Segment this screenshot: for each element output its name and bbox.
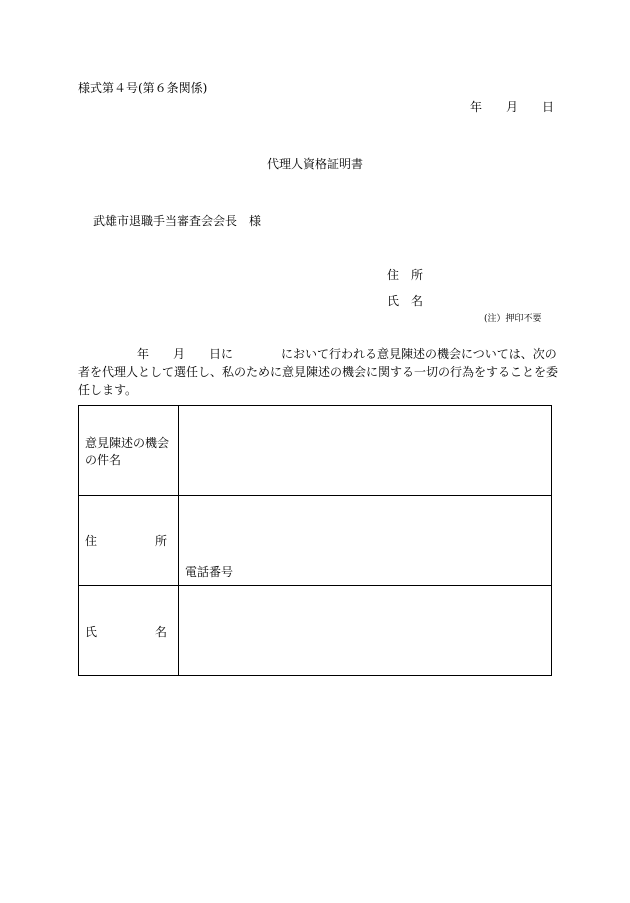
body-line-2: 者を代理人として選任し、私のために意見陳述の機会に関する一切の行為をすることを委 [78, 365, 559, 379]
signer-address-label-b: 所 [411, 268, 424, 282]
address-label-cell [79, 496, 179, 586]
document-title: 代理人資格証明書 [267, 157, 364, 171]
signer-address-label [387, 266, 423, 283]
form-number: 様式第４号(第６条関係) [78, 81, 208, 95]
name-label-b: 名 [154, 625, 167, 639]
date-line [470, 98, 554, 115]
body-day-label: 日に [209, 347, 234, 361]
date-year-label: 年 [470, 100, 483, 114]
phone-number-label: 電話番号 [185, 565, 234, 579]
signer-name-label [387, 292, 423, 309]
body-year-label: 年 [137, 347, 150, 361]
agent-info-table [78, 405, 552, 676]
signer-name-label-a: 氏 [387, 294, 400, 308]
signer-name-label-b: 名 [411, 294, 424, 308]
body-line-3: 任します。 [78, 383, 138, 397]
name-label-a: 氏 [85, 625, 98, 639]
table-row-address [79, 496, 552, 586]
subject-label [85, 435, 169, 469]
table-row-subject [79, 406, 552, 496]
table-row-name [79, 586, 552, 676]
address-label [85, 533, 167, 550]
subject-label-line-2: の件名 [85, 453, 122, 467]
date-month-label: 月 [506, 100, 519, 114]
subject-label-cell [79, 406, 179, 496]
name-label-cell [79, 586, 179, 676]
body-line-1 [78, 345, 557, 363]
addressee: 武雄市退職手当審査会会長 様 [93, 214, 262, 228]
body-month-label: 月 [173, 347, 186, 361]
address-label-a: 住 [85, 534, 98, 548]
body-line-1-text: において行われる意見陳述の機会については、次の [281, 347, 557, 361]
subject-value-cell[interactable] [179, 406, 552, 496]
address-value-cell[interactable] [179, 496, 552, 586]
subject-label-line-1: 意見陳述の機会 [85, 436, 170, 450]
seal-note: (注）押印不要 [484, 314, 542, 324]
name-label [85, 624, 167, 641]
body-paragraph [78, 345, 559, 399]
signer-address-label-a: 住 [387, 268, 400, 282]
address-label-b: 所 [154, 534, 167, 548]
date-day-label: 日 [542, 100, 555, 114]
name-value-cell[interactable] [179, 586, 552, 676]
